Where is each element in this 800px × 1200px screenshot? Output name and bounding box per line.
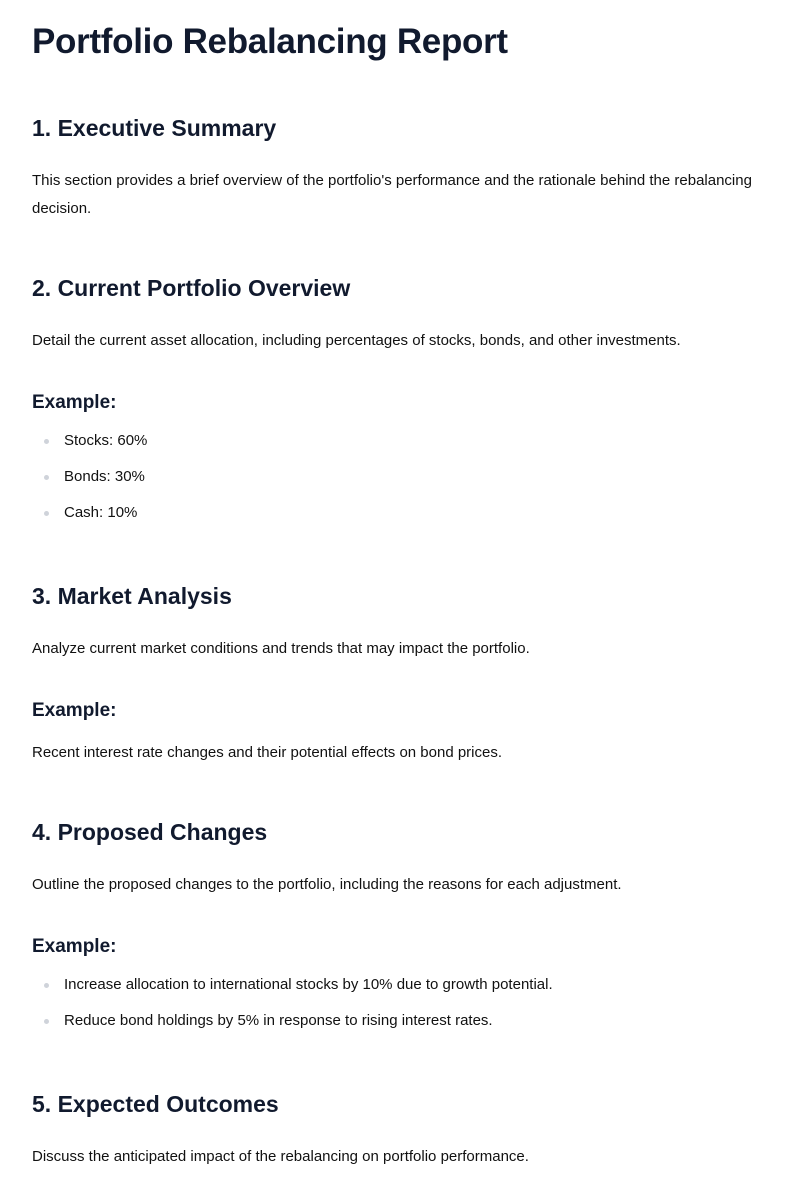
section-text: This section provides a brief overview of the portfolio's performance and the rationale behind the rebalancing decision. <box>32 172 752 217</box>
list-item: Increase allocation to international stocks by 10% due to growth potential. <box>32 967 772 1003</box>
bullet-icon <box>44 511 49 516</box>
example-heading: Example: <box>32 936 117 957</box>
bullet-icon <box>44 1019 49 1024</box>
list-item: Stocks: 60% <box>32 423 772 459</box>
example-text: Recent interest rate changes and their potential effects on bond prices. <box>32 744 503 761</box>
list-item: Cash: 10% <box>32 495 772 531</box>
page-title: Portfolio Rebalancing Report <box>32 22 508 61</box>
bullet-icon <box>44 983 49 988</box>
section-current-portfolio-overview <box>32 273 772 531</box>
bullet-icon <box>44 439 49 444</box>
section-heading: 2. Current Portfolio Overview <box>32 275 351 301</box>
section-proposed-changes <box>32 817 772 1039</box>
section-heading: 1. Executive Summary <box>32 115 277 141</box>
section-text: Analyze current market conditions and trends that may impact the portfolio. <box>32 640 530 657</box>
section-text: Detail the current asset allocation, including percentages of stocks, bonds, and other investments. <box>32 332 681 349</box>
section-heading: 5. Expected Outcomes <box>32 1091 279 1117</box>
section-text: Discuss the anticipated impact of the rebalancing on portfolio performance. <box>32 1148 529 1165</box>
section-heading: 4. Proposed Changes <box>32 819 268 845</box>
list-item: Reduce bond holdings by 5% in response to rising interest rates. <box>32 1003 772 1039</box>
section-executive-summary <box>32 113 772 223</box>
section-expected-outcomes <box>32 1089 772 1171</box>
example-heading: Example: <box>32 392 117 413</box>
example-list <box>32 967 772 1039</box>
section-heading: 3. Market Analysis <box>32 583 232 609</box>
bullet-icon <box>44 475 49 480</box>
example-heading: Example: <box>32 700 117 721</box>
section-market-analysis <box>32 581 772 767</box>
section-text: Outline the proposed changes to the portfolio, including the reasons for each adjustment. <box>32 876 622 893</box>
list-item: Bonds: 30% <box>32 459 772 495</box>
example-list <box>32 423 772 531</box>
